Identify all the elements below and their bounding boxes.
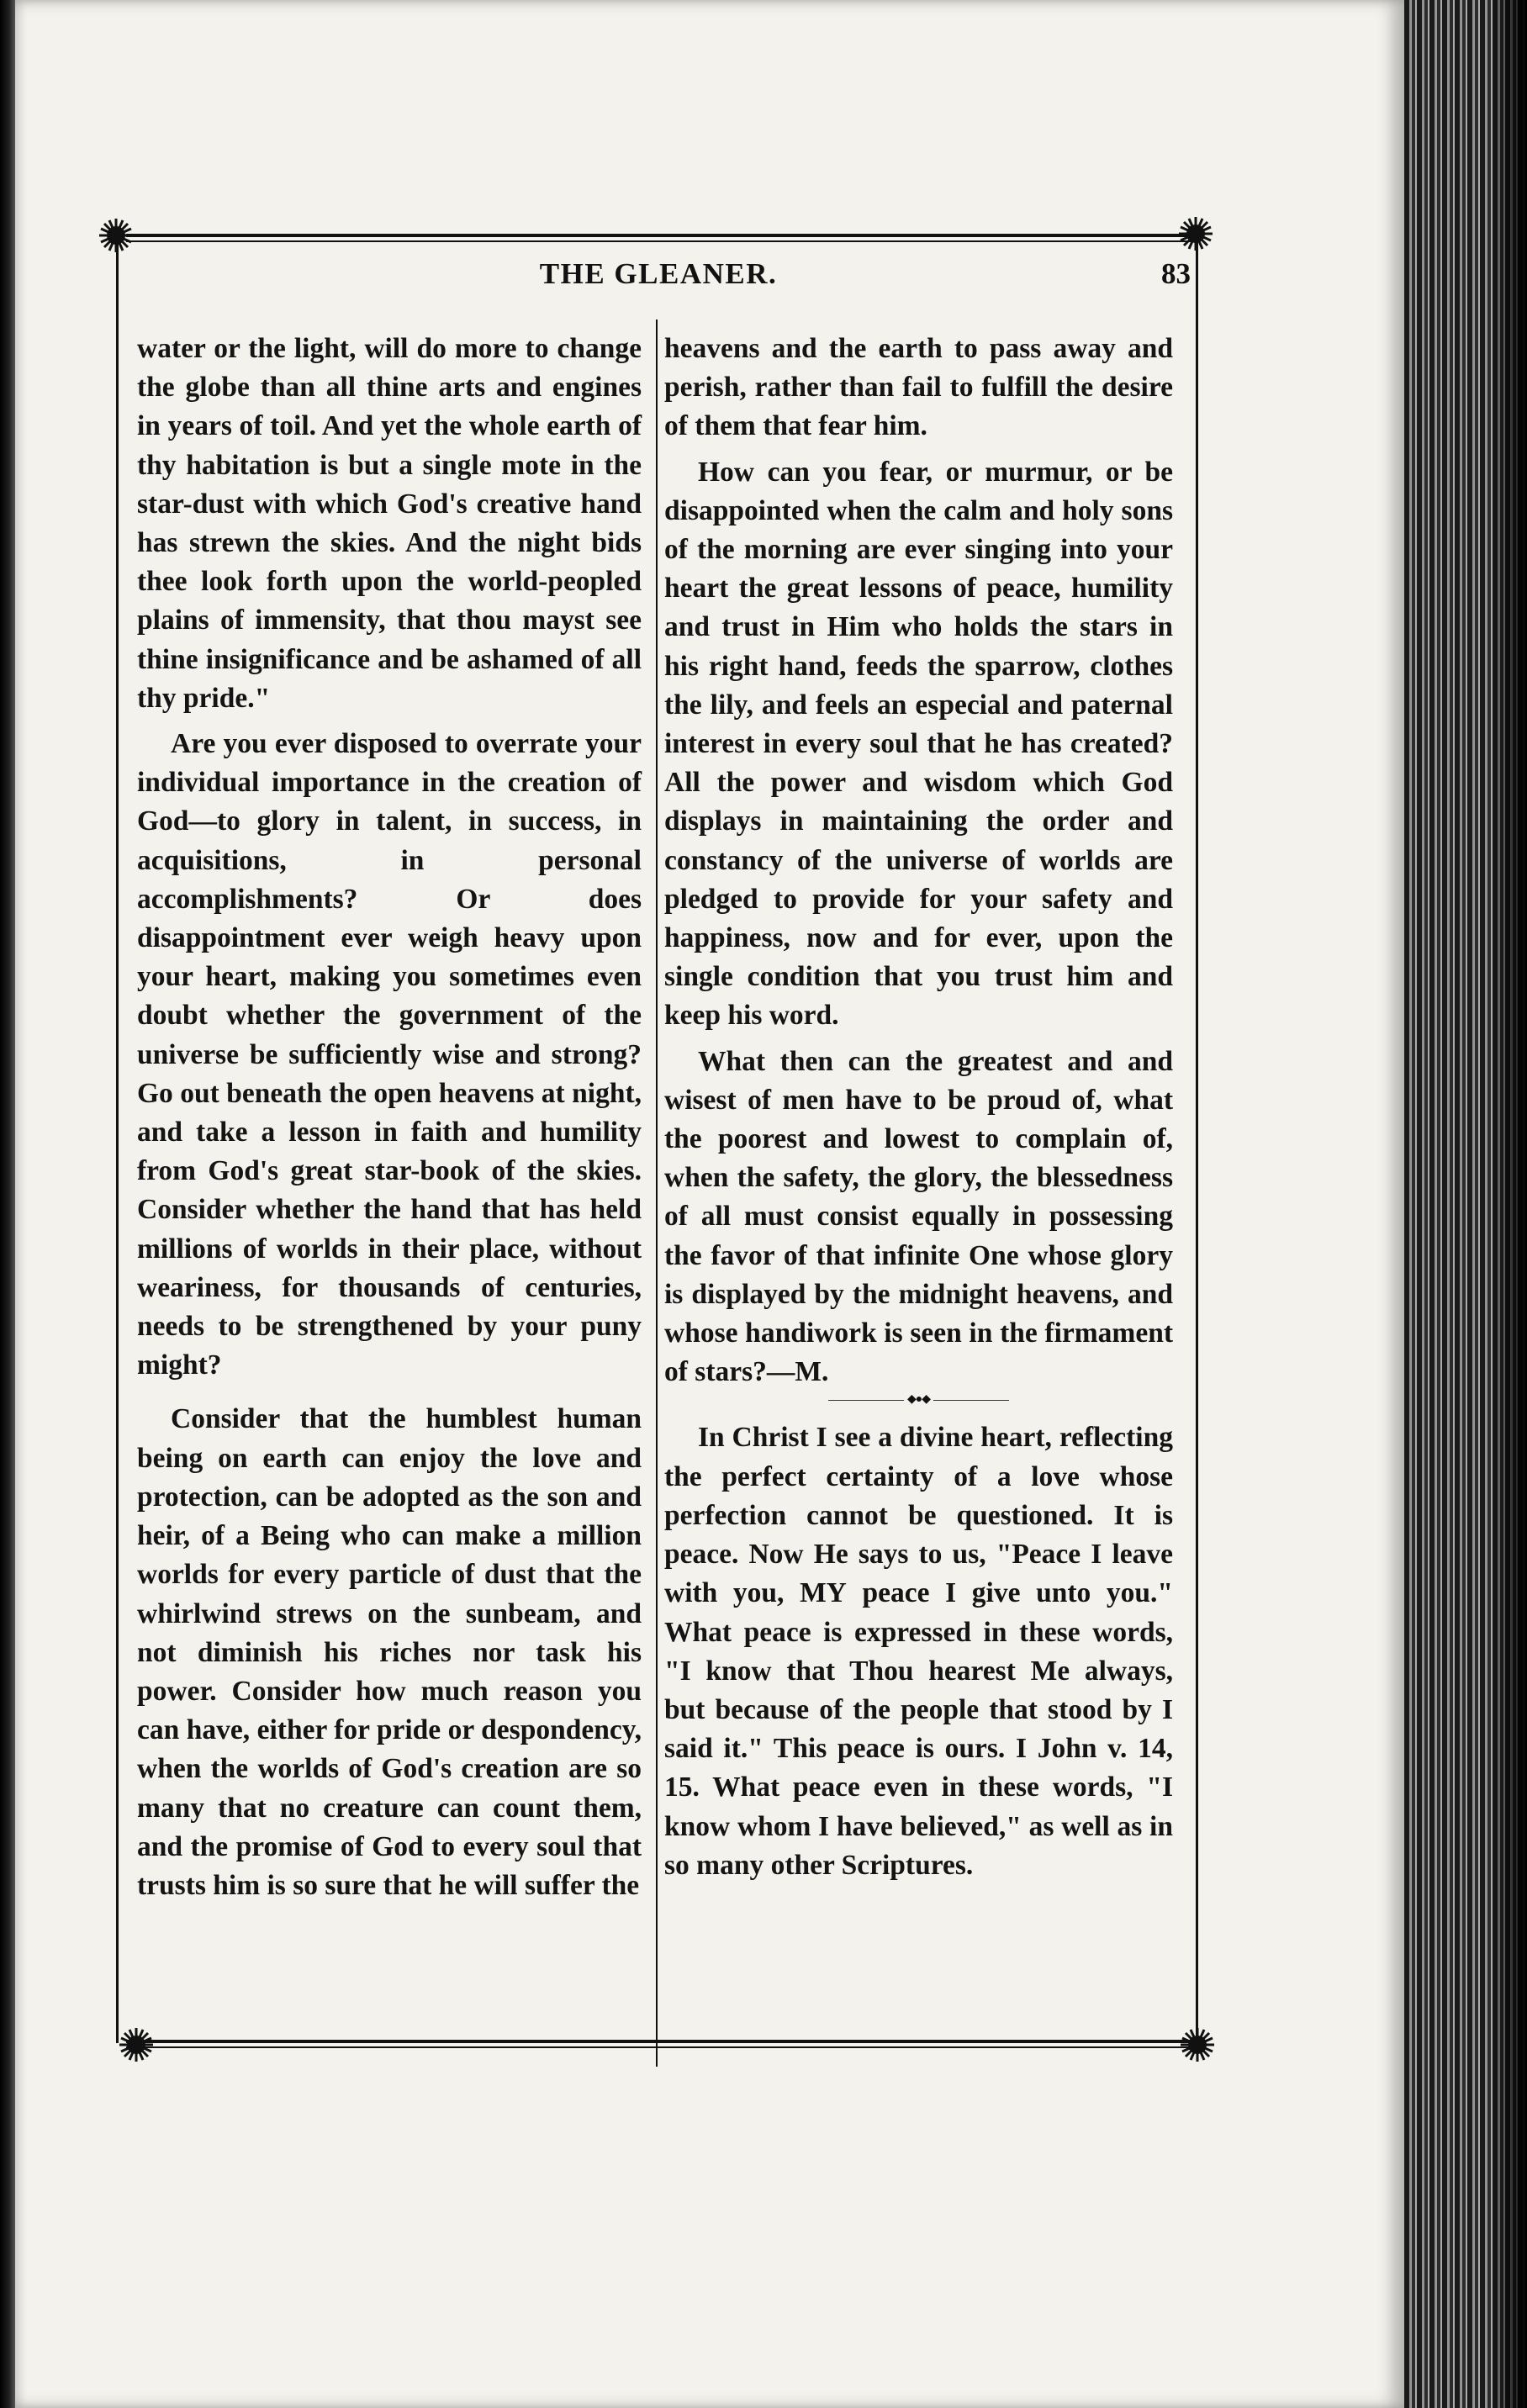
right-column xyxy=(664,330,1173,1885)
separator-line xyxy=(828,1400,904,1401)
page-edges xyxy=(1404,0,1527,2408)
right-border-rule xyxy=(1196,240,1198,2043)
closing-paragraph xyxy=(664,1418,1173,1884)
corner-ornament-icon xyxy=(116,2025,156,2065)
paragraph: Consider that the humblest human being on earth can enjoy the love and protection, can be adopted as the son and heir, of a Being who can make a million worlds for every particle of dust that the whirlwind strews on the sunbeam, and not diminish his riches nor task his power. Consider how much reason you can have, either for pride or despondency, when the worlds of God's creation are so many that no creature can count them, and the promise of God to every soul that trusts him is so sure that he will suffer the xyxy=(137,1403,642,1901)
paragraph: heavens and the earth to pass away and perish, rather than fail to fulfill the desire of them that fear him. xyxy=(664,333,1173,442)
paragraph: How can you fear, or murmur, or be disappointed when the calm and holy sons of the morning are ever singing into your heart the great lessons of peace, humility and trust in Him who holds the stars in his right hand, feeds the sparrow, clothes the lily, and feels an especial and paternal interest in every soul that he has created? All the power and wisdom which God displays in maintaining the order and constancy of the universe of worlds are pledged to provide for your safety and happiness, now and for ever, upon the single condition that you trust him and keep his word. xyxy=(664,456,1173,1032)
corner-ornament-icon xyxy=(1176,214,1216,254)
top-border-rule xyxy=(126,234,1192,237)
separator-line xyxy=(933,1400,1009,1401)
separator-ornament: ◆●◆ xyxy=(907,1393,930,1407)
running-head xyxy=(118,252,1199,303)
page-title: THE GLEANER. xyxy=(539,257,778,290)
corner-ornament-icon xyxy=(1177,2025,1218,2065)
paragraph: water or the light, will do more to change the globe than all thine arts and engines in years of toil. And yet the whole earth of thy habitation is but a single mote in the star-dust with which God's creative hand has strewn the skies. And the night bids thee look forth upon the world-peopled plains of immensity, that thou mayst see thine insignificance and be ashamed of all thy pride." xyxy=(137,333,642,714)
left-column xyxy=(137,330,642,1905)
corner-ornament-icon xyxy=(96,215,136,256)
section-separator xyxy=(664,1391,1173,1408)
emphasis-word: MY xyxy=(800,1577,847,1609)
closing-text-start: In Christ I see a divine heart, reflecting the perfect certainty of a love whose perfection cannot be questioned. It is peace. Now He says to us, "Peace I leave with you, xyxy=(664,1422,1173,1609)
column-divider xyxy=(656,319,658,2067)
bottom-border-rule xyxy=(126,2040,1192,2043)
closing-text-end: peace I give unto you." What peace is expressed in these words, "I know that Thou hearest Me always, but because of the people that stood by I said it." This peace is ours. I John v. 14, 15. What peace even in these words, "I know whom I have believed," as well as in so many other Scriptures. xyxy=(664,1577,1173,1881)
page-number: 83 xyxy=(1161,257,1191,290)
left-border-rule xyxy=(116,240,119,2043)
paragraph: Are you ever disposed to overrate your individual importance in the creation of God—to glory in talent, in success, in acquisitions, in personal accomplishments? Or does disappointment ever weigh heavy upon your heart, making you sometimes even doubt whether the government of the universe be sufficiently wise and strong? Go out beneath the open heavens at night, and take a lesson in faith and humility from God's great star-book of the skies. Consider whether the hand that has held millions of worlds in their place, without weariness, for thousands of centuries, needs to be strengthened by your puny might? xyxy=(137,728,642,1381)
paragraph: What then can the greatest and and wisest of men have to be proud of, what the poorest and lowest to complain of, when the safety, the glory, the blessedness of all must consist equally in possessing the favor of that infinite One whose glory is displayed by the midnight heavens, and whose handiwork is seen in the firmament of stars?—M. xyxy=(664,1045,1173,1388)
binding-edge xyxy=(0,0,15,2408)
bottom-border-rule-inner xyxy=(126,2046,1192,2048)
top-border-rule-inner xyxy=(126,240,1192,242)
